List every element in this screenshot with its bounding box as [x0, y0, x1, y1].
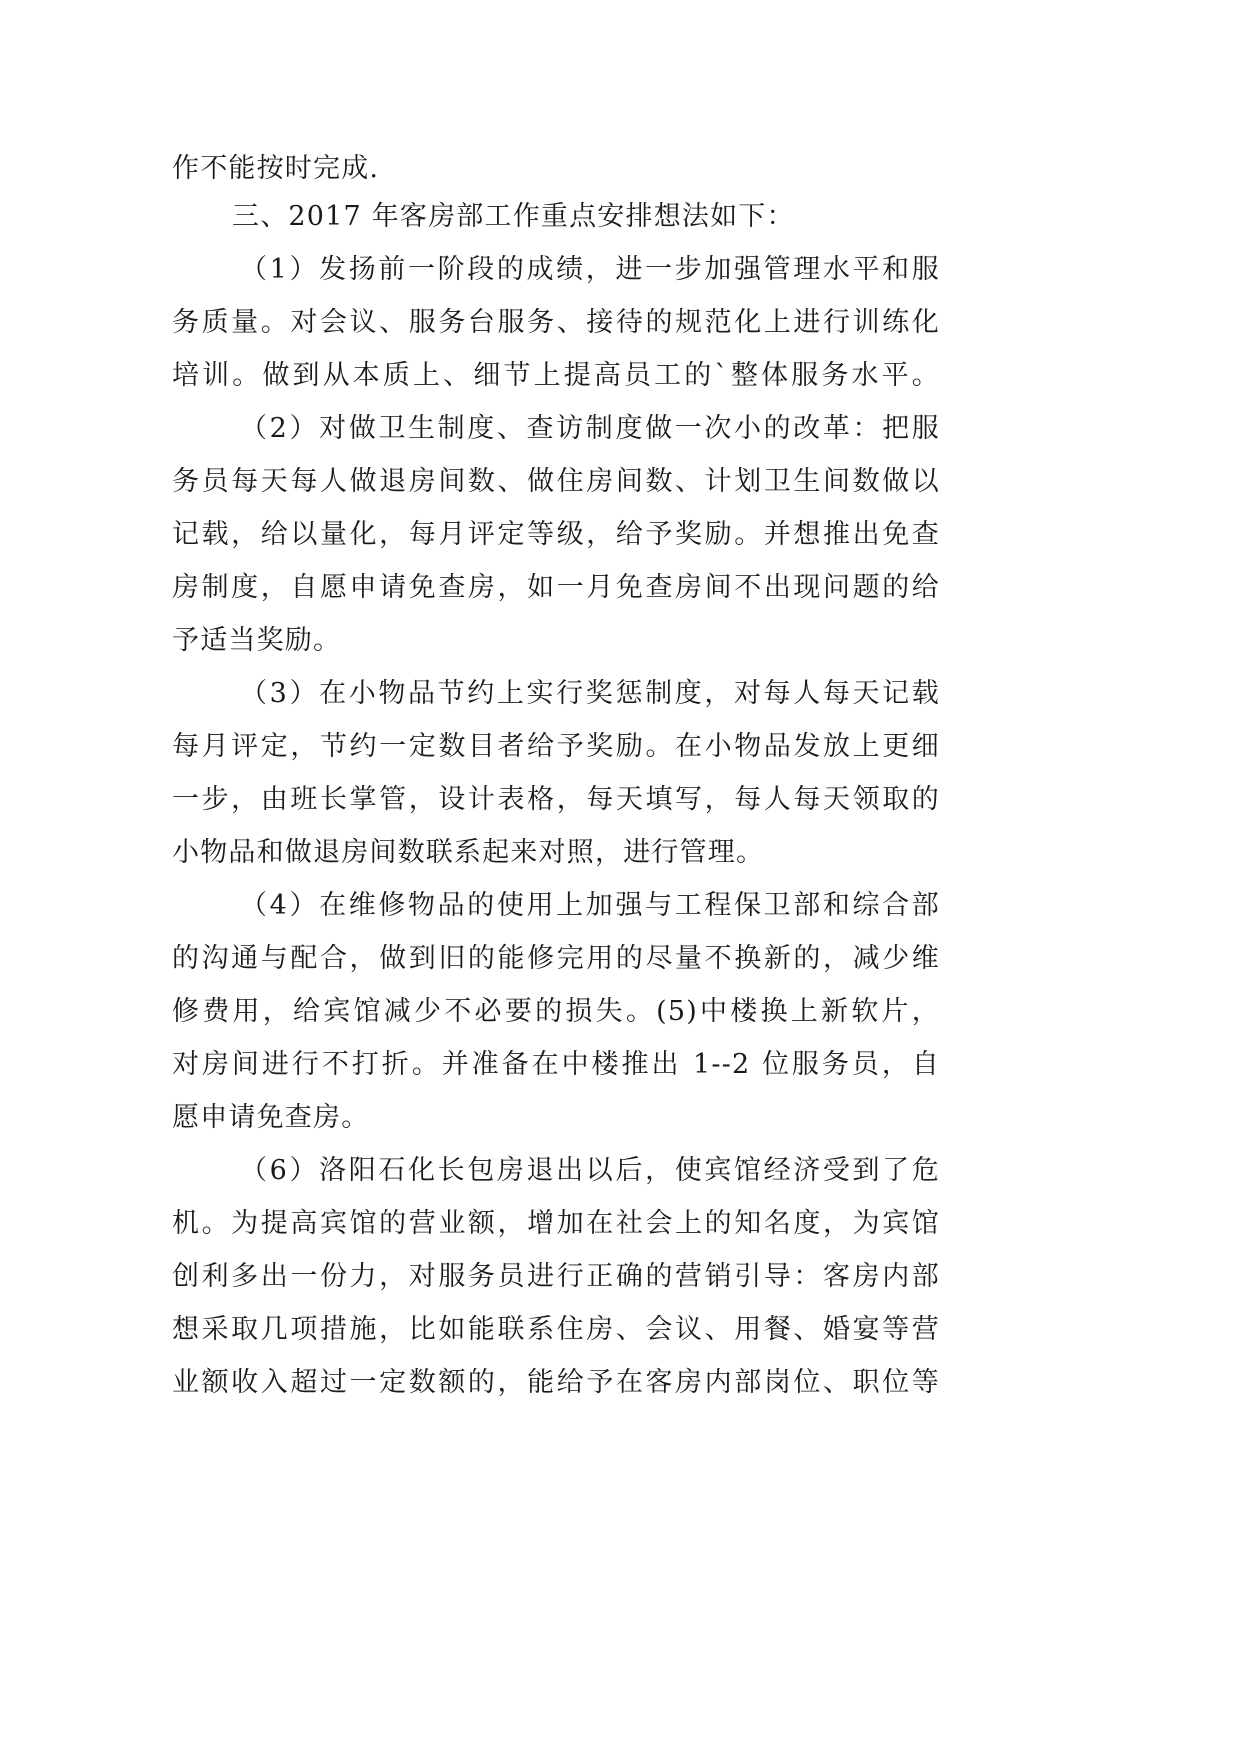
text-line: 小物品和做退房间数联系起来对照，进行管理。 [172, 837, 765, 868]
text-line: 作不能按时完成. [172, 153, 380, 184]
text-line: 房制度，自愿申请免查房，如一月免查房间不出现问题的给 [172, 572, 940, 603]
text-line: 务质量。对会议、服务台服务、接待的规范化上进行训练化 [172, 307, 940, 338]
text-line: 修费用，给宾馆减少不必要的损失。(5)中楼换上新软片， [172, 996, 940, 1027]
text-line: 的沟通与配合，做到旧的能修完用的尽量不换新的，减少维 [172, 943, 940, 974]
paragraph-6-start: （6）洛阳石化长包房退出以后，使宾馆经济受到了危 [240, 1155, 940, 1186]
text-line: 记载，给以量化，每月评定等级，给予奖励。并想推出免查 [172, 519, 940, 550]
text-line: 想采取几项措施，比如能联系住房、会议、用餐、婚宴等营 [172, 1314, 940, 1345]
text-line: 培训。做到从本质上、细节上提高员工的`整体服务水平。 [172, 360, 940, 391]
text-line: 予适当奖励。 [172, 625, 342, 656]
text-line: 对房间进行不打折。并准备在中楼推出 1--2 位服务员，自 [172, 1049, 940, 1080]
text-line: 业额收入超过一定数额的，能给予在客房内部岗位、职位等 [172, 1367, 940, 1398]
paragraph-3-start: （3）在小物品节约上实行奖惩制度，对每人每天记载 [240, 678, 940, 709]
text-line: 务员每天每人做退房间数、做住房间数、计划卫生间数做以 [172, 466, 940, 497]
text-line: 机。为提高宾馆的营业额，增加在社会上的知名度，为宾馆 [172, 1208, 940, 1239]
section-heading: 三、2017 年客房部工作重点安排想法如下： [232, 201, 795, 232]
text-line: 愿申请免查房。 [172, 1102, 370, 1133]
paragraph-2-start: （2）对做卫生制度、查访制度做一次小的改革：把服 [240, 413, 940, 444]
text-line: 每月评定，节约一定数目者给予奖励。在小物品发放上更细 [172, 731, 940, 762]
paragraph-4-start: （4）在维修物品的使用上加强与工程保卫部和综合部 [240, 890, 940, 921]
text-line: 一步，由班长掌管，设计表格，每天填写，每人每天领取的 [172, 784, 940, 815]
text-line: 创利多出一份力，对服务员进行正确的营销引导：客房内部 [172, 1261, 940, 1292]
paragraph-1-start: （1）发扬前一阶段的成绩，进一步加强管理水平和服 [240, 254, 940, 285]
